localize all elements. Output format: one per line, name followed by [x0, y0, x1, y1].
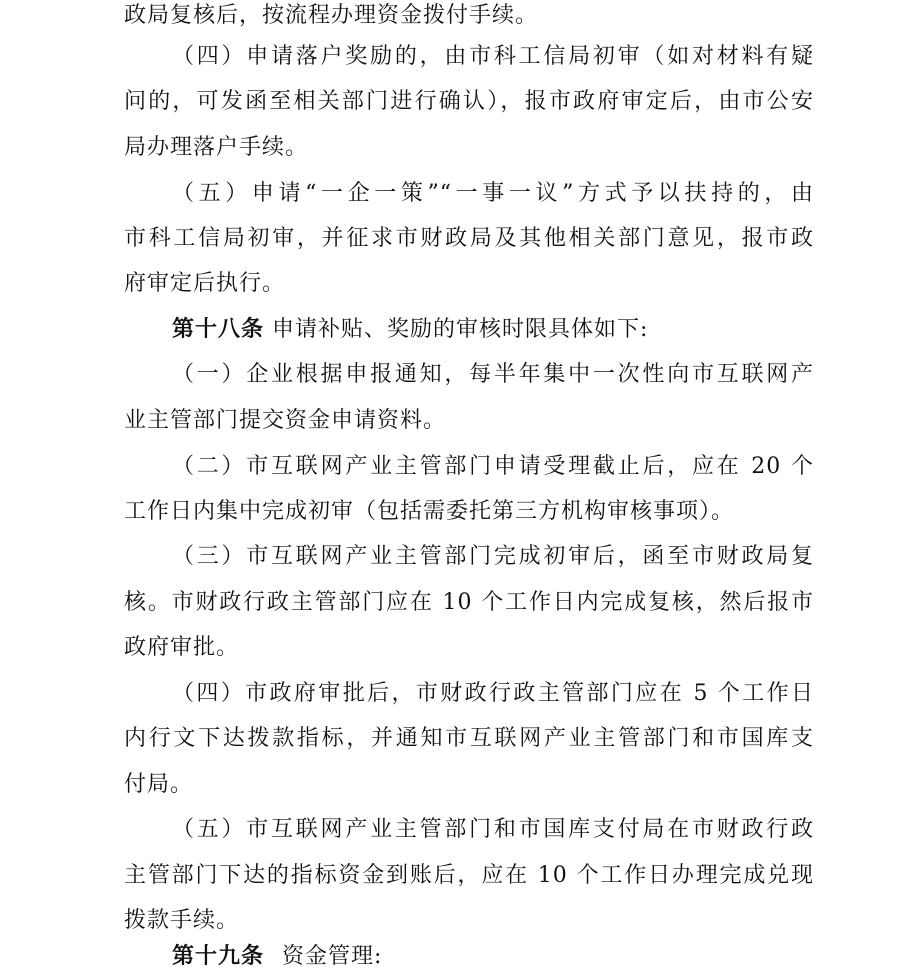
text-line: （三）市互联网产业主管部门完成初审后，函至市财政局复	[172, 544, 814, 569]
article-18-paragraph	[172, 313, 814, 347]
text-line: 工作日内集中完成初审（包括需委托第三方机构审核事项）。	[124, 499, 735, 524]
text-line: （四）申请落户奖励的，由市科工信局初审（如对材料有疑	[172, 44, 814, 69]
text-line: 内行文下达拨款指标，并通知市互联网产业主管部门和市国库支	[124, 726, 814, 751]
article-heading: 第十八条	[172, 317, 265, 342]
text-line: 资金管理:	[282, 944, 383, 969]
text-line: （二）市互联网产业主管部门申请受理截止后，应在 20 个	[172, 454, 814, 479]
text-line: 业主管部门提交资金申请资料。	[124, 408, 447, 433]
text-line: 政局复核后，按流程办理资金拨付手续。	[124, 3, 539, 28]
article-19-paragraph	[172, 940, 814, 974]
text-line: 申请补贴、奖励的审核时限具体如下:	[272, 317, 649, 342]
text-line: 市科工信局初审，并征求市财政局及其他相关部门意见，报市政	[124, 226, 814, 251]
text-line: （五）市互联网产业主管部门和市国库支付局在市财政行政	[172, 817, 814, 842]
text-line: 主管部门下达的指标资金到账后，应在 10 个工作日办理完成兑现	[124, 863, 814, 888]
text-line: （一）企业根据申报通知，每半年集中一次性向市互联网产	[172, 362, 814, 387]
text-line: 政府审批。	[124, 635, 240, 660]
text-line: 核。市财政行政主管部门应在 10 个工作日内完成复核，然后报市	[124, 590, 814, 615]
text-line: 问的，可发函至相关部门进行确认），报市政府审定后，由市公安	[124, 89, 814, 114]
text-line: 府审定后执行。	[124, 271, 286, 296]
text-line: 付局。	[124, 772, 194, 797]
text-line: 局办理落户手续。	[124, 135, 309, 160]
text-line: 拨款手续。	[124, 908, 240, 933]
text-line: （四）市政府审批后，市财政行政主管部门应在 5 个工作日	[172, 681, 814, 706]
text-line: （五）申请“一企一策”“一事一议”方式予以扶持的，由	[172, 181, 814, 206]
article-heading: 第十九条	[172, 944, 265, 969]
